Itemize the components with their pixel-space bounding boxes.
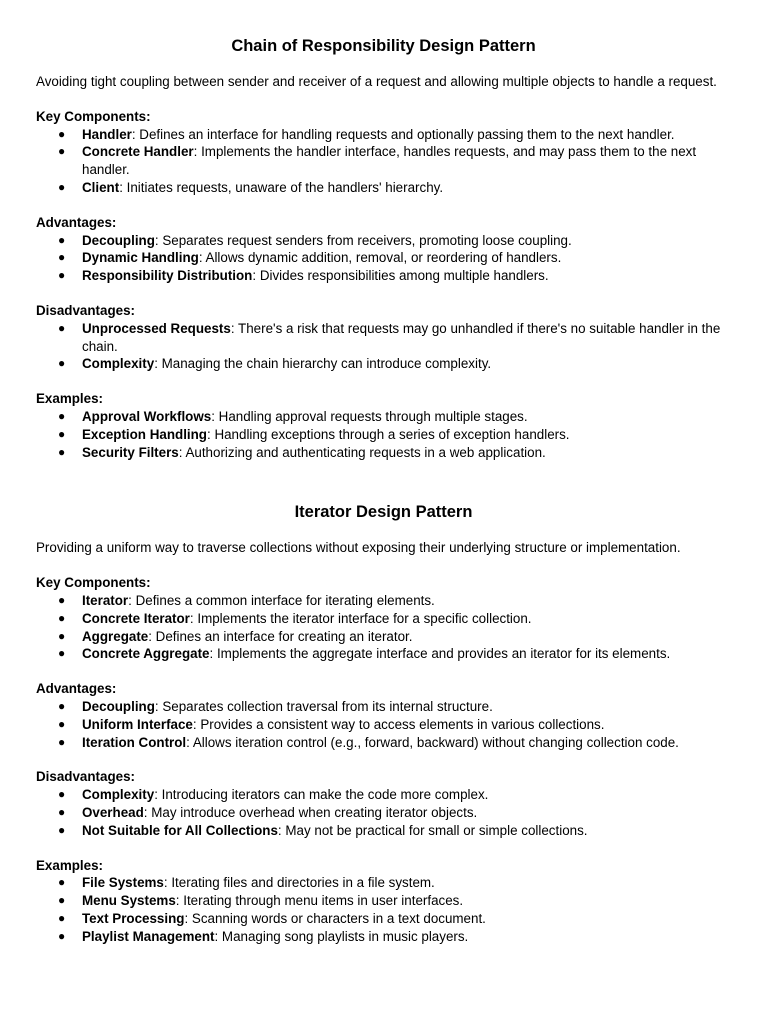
item-description: : Implements the aggregate interface and provides an iterator for its elements. [209,646,671,662]
subsection-block [36,302,736,373]
item-term: Iteration Control [82,734,187,750]
bullet-icon: ● [58,179,66,194]
list-item [36,822,736,840]
list-item [36,716,736,734]
bullet-icon: ● [58,804,66,819]
list-item [36,426,736,444]
bullet-icon: ● [58,126,66,141]
item-term: Aggregate [82,628,149,644]
item-description: : Introducing iterators can make the code more complex. [154,787,489,803]
bullet-icon: ● [58,144,66,159]
list-item [36,444,736,462]
item-term: Iterator [82,592,129,608]
bullet-list [36,126,736,197]
bullet-icon: ● [58,646,66,661]
list-item [36,628,736,646]
item-term: Concrete Iterator [82,610,190,626]
item-description: : Iterating files and directories in a file system. [163,875,435,891]
bullet-icon: ● [58,426,66,441]
subsection-heading: Advantages: [36,681,117,697]
list-item [36,232,736,250]
subsection-heading: Advantages: [36,214,117,230]
item-term: File Systems [82,875,164,891]
item-description: : Handling approval requests through multiple stages. [211,408,528,424]
bullet-icon: ● [58,716,66,731]
list-item [36,143,736,179]
item-description: : Separates request senders from receivers, promoting loose coupling. [154,232,572,248]
bullet-icon: ● [58,822,66,837]
pattern-section [36,501,736,945]
item-description: : Defines a common interface for iterating elements. [128,592,435,608]
item-description: : Handling exceptions through a series of exception handlers. [207,426,570,442]
list-item [36,408,736,426]
subsection-heading: Examples: [36,857,103,873]
subsection-block [36,214,736,285]
list-item [36,645,736,663]
subsection-heading: Key Components: [36,108,151,124]
item-term: Uniform Interface [82,716,193,732]
item-term: Security Filters [82,444,179,460]
item-term: Unprocessed Requests [82,320,231,336]
subsection-block [36,680,736,751]
item-term: Exception Handling [82,426,207,442]
bullet-icon: ● [58,444,66,459]
list-item [36,734,736,752]
section-intro: Providing a uniform way to traverse collections without exposing their underlying structure or implementation. [36,540,681,556]
item-description: : Scanning words or characters in a text document. [184,910,486,926]
section-intro: Avoiding tight coupling between sender and receiver of a request and allowing multiple objects to handle a request. [36,74,717,89]
item-term: Text Processing [82,910,185,926]
bullet-icon: ● [58,910,66,925]
item-description: : Defines an interface for handling requests and optionally passing them to the next handler. [131,126,675,142]
item-description: : There's a risk that requests may go unhandled if there's no suitable handler in the chain. [82,320,721,354]
bullet-icon: ● [58,356,66,371]
item-description: : Managing the chain hierarchy can introduce complexity. [154,356,492,372]
item-description: : Allows iteration control (e.g., forward, backward) without changing collection code. [186,734,679,750]
list-item [36,592,736,610]
item-term: Overhead [82,804,144,820]
bullet-icon: ● [58,232,66,247]
item-term: Decoupling [82,232,155,248]
list-item [36,928,736,946]
item-term: Client [82,179,120,195]
list-item [36,892,736,910]
item-term: Responsibility Distribution [82,268,253,284]
item-term: Concrete Aggregate [82,646,210,662]
list-item [36,786,736,804]
bullet-icon: ● [58,408,66,423]
list-item [36,874,736,892]
item-description: : Authorizing and authenticating requests in a web application. [178,444,546,460]
list-item [36,355,736,373]
bullet-icon: ● [58,592,66,607]
bullet-list [36,592,736,663]
subsection-block [36,857,736,946]
item-term: Approval Workflows [82,408,212,424]
bullet-list [36,874,736,945]
item-description: : Allows dynamic addition, removal, or reordering of handlers. [198,250,562,266]
subsection-heading: Disadvantages: [36,302,135,318]
bullet-icon: ● [58,698,66,713]
list-item [36,610,736,628]
subsection-heading: Disadvantages: [36,769,135,785]
item-term: Dynamic Handling [82,250,199,266]
item-description: : May not be practical for small or simple collections. [277,822,588,838]
item-term: Menu Systems [82,893,176,909]
item-term: Handler [82,126,132,142]
subsection-block [36,108,736,197]
item-term: Complexity [82,787,155,803]
bullet-list [36,408,736,461]
list-item [36,910,736,928]
subsection-block [36,768,736,839]
section-title: Iterator Design Pattern [294,503,473,522]
list-item [36,267,736,285]
item-term: Complexity [82,356,155,372]
item-description: : Initiates requests, unaware of the handlers' hierarchy. [119,179,444,195]
item-description: : Provides a consistent way to access elements in various collections. [192,716,605,732]
subsection-block [36,574,736,663]
bullet-icon: ● [58,734,66,749]
bullet-list [36,698,736,751]
item-description: : Managing song playlists in music players. [214,928,469,944]
item-term: Playlist Management [82,928,215,944]
bullet-list [36,786,736,839]
list-item [36,804,736,822]
subsection-block [36,390,736,461]
bullet-icon: ● [58,268,66,283]
item-description: : Separates collection traversal from its internal structure. [154,698,493,714]
bullet-icon: ● [58,893,66,908]
item-term: Not Suitable for All Collections [82,822,278,838]
item-description: : Defines an interface for creating an iterator. [148,628,413,644]
item-description: : Implements the iterator interface for a specific collection. [189,610,532,626]
list-item [36,249,736,267]
bullet-icon: ● [58,320,66,335]
item-description: : May introduce overhead when creating iterator objects. [143,804,478,820]
document-page [36,0,736,945]
pattern-section [36,35,736,461]
bullet-icon: ● [58,875,66,890]
bullet-list [36,232,736,285]
list-item [36,126,736,144]
list-item [36,320,736,356]
item-term: Decoupling [82,698,155,714]
bullet-icon: ● [58,250,66,265]
bullet-list [36,320,736,373]
bullet-icon: ● [58,787,66,802]
list-item [36,179,736,197]
subsection-heading: Examples: [36,391,103,407]
bullet-icon: ● [58,610,66,625]
item-term: Concrete Handler [82,144,194,160]
list-item [36,698,736,716]
bullet-icon: ● [58,928,66,943]
item-description: : Implements the handler interface, handles requests, and may pass them to the next handler. [82,144,697,178]
section-title: Chain of Responsibility Design Pattern [231,37,536,55]
bullet-icon: ● [58,628,66,643]
item-description: : Iterating through menu items in user interfaces. [175,893,464,909]
item-description: : Divides responsibilities among multiple handlers. [252,268,549,284]
subsection-heading: Key Components: [36,575,151,591]
